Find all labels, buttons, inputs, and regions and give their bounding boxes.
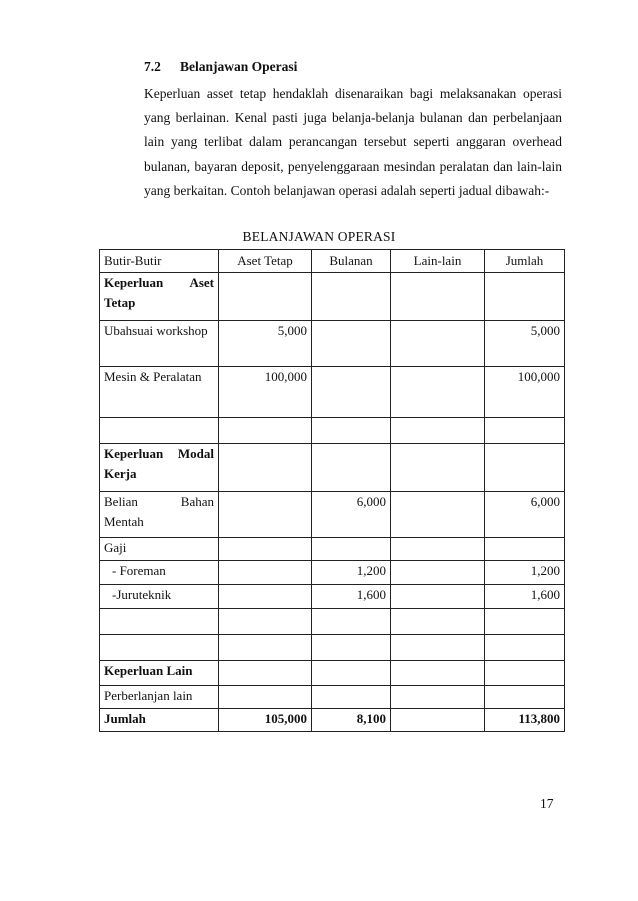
cell-bulanan xyxy=(312,444,391,492)
header-butir: Butir-Butir xyxy=(100,250,219,273)
cell-lain-lain xyxy=(391,321,485,367)
cell-aset-tetap: 100,000 xyxy=(219,367,312,418)
table-row xyxy=(100,561,565,585)
table-row xyxy=(100,635,565,661)
cell-lain-lain xyxy=(391,661,485,686)
cell-jumlah xyxy=(485,273,565,321)
table-row xyxy=(100,585,565,609)
row-label: Keperluan Lain xyxy=(100,661,219,686)
table-header-row xyxy=(100,250,565,273)
budget-table xyxy=(99,249,565,732)
cell-jumlah xyxy=(485,635,565,661)
cell-bulanan xyxy=(312,661,391,686)
header-lain-lain: Lain-lain xyxy=(391,250,485,273)
cell-aset-tetap xyxy=(219,444,312,492)
cell-lain-lain xyxy=(391,444,485,492)
cell-aset-tetap xyxy=(219,273,312,321)
section-heading xyxy=(144,59,297,75)
row-label: Perberlanjan lain xyxy=(100,686,219,709)
table-row xyxy=(100,538,565,561)
row-label: Jumlah xyxy=(100,709,219,732)
row-label: Gaji xyxy=(100,538,219,561)
cell-jumlah: 1,200 xyxy=(485,561,565,585)
cell-jumlah xyxy=(485,538,565,561)
cell-aset-tetap xyxy=(219,561,312,585)
table-title: BELANJAWAN OPERASI xyxy=(242,229,396,244)
cell-lain-lain xyxy=(391,585,485,609)
cell-jumlah xyxy=(485,686,565,709)
cell-aset-tetap xyxy=(219,661,312,686)
table-row xyxy=(100,321,565,367)
cell-bulanan xyxy=(312,367,391,418)
section-number: 7.2 xyxy=(144,59,161,74)
table-total-row xyxy=(100,709,565,732)
header-aset-tetap: Aset Tetap xyxy=(219,250,312,273)
table-row xyxy=(100,661,565,686)
cell-bulanan xyxy=(312,635,391,661)
row-label: Ubahsuai workshop xyxy=(100,321,219,367)
cell-bulanan: 6,000 xyxy=(312,492,391,538)
cell-lain-lain xyxy=(391,709,485,732)
cell-jumlah: 1,600 xyxy=(485,585,565,609)
cell-bulanan xyxy=(312,418,391,444)
table-row xyxy=(100,418,565,444)
row-label: Keperluan Modal Kerja xyxy=(100,444,219,492)
cell-lain-lain xyxy=(391,538,485,561)
cell-bulanan: 1,600 xyxy=(312,585,391,609)
table-row xyxy=(100,273,565,321)
cell-lain-lain xyxy=(391,418,485,444)
cell-jumlah: 5,000 xyxy=(485,321,565,367)
cell-jumlah xyxy=(485,609,565,635)
table-row xyxy=(100,367,565,418)
cell-aset-tetap xyxy=(219,492,312,538)
cell-lain-lain xyxy=(391,492,485,538)
row-label: Mesin & Peralatan xyxy=(100,367,219,418)
table-row xyxy=(100,492,565,538)
cell-lain-lain xyxy=(391,686,485,709)
cell-bulanan xyxy=(312,686,391,709)
row-label xyxy=(100,635,219,661)
body-paragraph: Keperluan asset tetap hendaklah disenaraikan bagi melaksanakan operasi yang berlainan. Kenal pasti juga belanja-belanja bulanan dan perbelanjaan lain yang terlibat dalam perancangan tersebut seperti anggaran overhead bulanan, bayaran deposit, penyelenggaraan mesindan peralatan dan lain-lain yang berkaitan. Contoh belanjawan operasi adalah seperti jadual dibawah:- xyxy=(144,86,562,198)
row-label xyxy=(100,609,219,635)
row-label xyxy=(100,418,219,444)
cell-bulanan xyxy=(312,538,391,561)
header-bulanan: Bulanan xyxy=(312,250,391,273)
cell-lain-lain xyxy=(391,561,485,585)
cell-bulanan: 1,200 xyxy=(312,561,391,585)
page-number: 17 xyxy=(540,796,554,811)
cell-bulanan: 8,100 xyxy=(312,709,391,732)
cell-aset-tetap xyxy=(219,585,312,609)
cell-jumlah: 100,000 xyxy=(485,367,565,418)
cell-bulanan xyxy=(312,273,391,321)
cell-jumlah: 6,000 xyxy=(485,492,565,538)
cell-bulanan xyxy=(312,321,391,367)
row-label: -Juruteknik xyxy=(100,585,219,609)
cell-aset-tetap xyxy=(219,609,312,635)
cell-lain-lain xyxy=(391,273,485,321)
cell-jumlah xyxy=(485,444,565,492)
cell-lain-lain xyxy=(391,367,485,418)
cell-aset-tetap: 105,000 xyxy=(219,709,312,732)
cell-aset-tetap xyxy=(219,635,312,661)
row-label: - Foreman xyxy=(100,561,219,585)
cell-jumlah xyxy=(485,661,565,686)
cell-lain-lain xyxy=(391,609,485,635)
cell-jumlah xyxy=(485,418,565,444)
cell-jumlah: 113,800 xyxy=(485,709,565,732)
cell-bulanan xyxy=(312,609,391,635)
cell-lain-lain xyxy=(391,635,485,661)
table-row xyxy=(100,444,565,492)
section-title: Belanjawan Operasi xyxy=(180,59,298,74)
cell-aset-tetap xyxy=(219,538,312,561)
cell-aset-tetap xyxy=(219,418,312,444)
header-jumlah: Jumlah xyxy=(485,250,565,273)
table-row xyxy=(100,686,565,709)
cell-aset-tetap xyxy=(219,686,312,709)
row-label: Belian Bahan Mentah xyxy=(100,492,219,538)
row-label: Keperluan Aset Tetap xyxy=(100,273,219,321)
cell-aset-tetap: 5,000 xyxy=(219,321,312,367)
table-row xyxy=(100,609,565,635)
